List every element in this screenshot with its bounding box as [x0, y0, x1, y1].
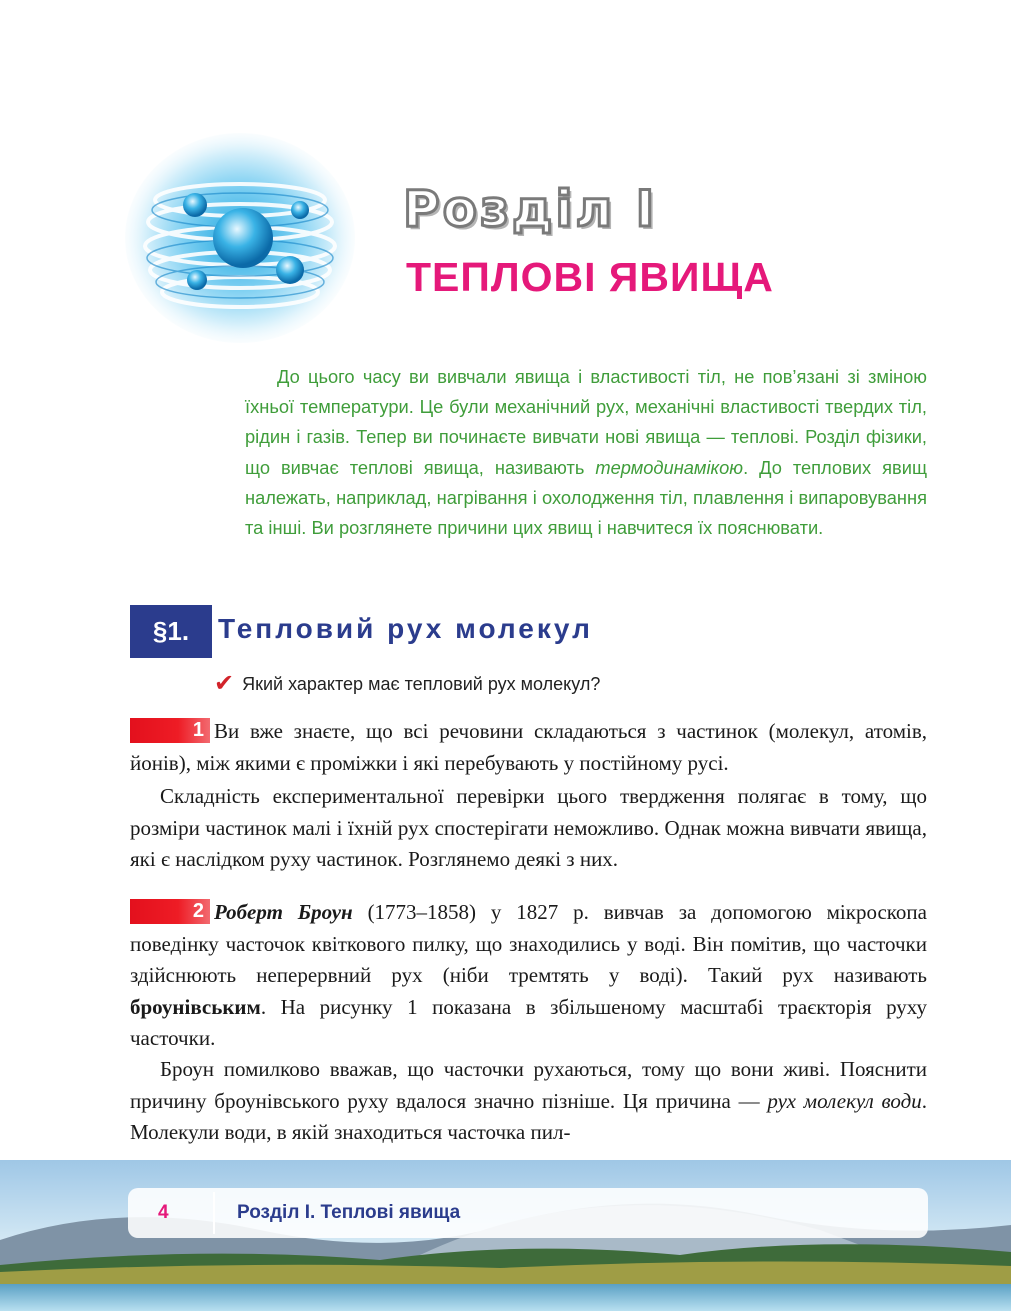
section-question: [214, 672, 600, 696]
chapter-title: ТЕПЛОВІ ЯВИЩА: [406, 254, 774, 300]
paragraph-marker-1: 1: [130, 718, 210, 743]
paragraph-3-text-a: Броун помилково вважав, що часточки рухаються, тому що вони живі. Пояснити причину броунівського руху вдалося значно пізніше. Ця причина —: [130, 1057, 927, 1113]
scientist-name: Роберт Броун: [214, 900, 353, 924]
paragraph-2: [130, 897, 927, 1055]
paragraph-3-text-b: . Молекули води, в якій знаходиться часточка пил-: [130, 1088, 927, 1145]
paragraph-2-text-a: (1773–1858) у 1827 р. вивчав за допомогою мікроскопа поведінку часточок квіткового пилку, що знаходились у воді. Він помітив, що часточки здійснюють неперервний рух (ніби тремтять у воді). Такий рух називають: [130, 900, 927, 988]
footer-chapter-label: Розділ І. Теплові явища: [237, 1202, 461, 1223]
intro-text-2: . До теплових явищ належать, наприклад, нагрівання і охолодження тіл, плавлення і випаровування та інші. Ви розглянете причини цих явищ і навчитеся їх пояснювати.: [245, 456, 927, 539]
intro-text-1: До цього часу ви вивчали явища і властивості тіл, не пов’язані зі зміною їхньої температури. Це були механічний рух, механічні властивості твердих тіл, рідин і газів. Тепер ви починаєте вивчати нові явища — теплові. Розділ фізики, що вивчає теплові явища, називають: [245, 366, 927, 478]
page-number: 4: [158, 1202, 169, 1223]
section-number-badge: §1.: [130, 605, 212, 658]
paragraph-3: [130, 1054, 927, 1149]
section-title: Тепловий рух молекул: [218, 613, 593, 644]
chapter-intro: [245, 362, 927, 543]
paragraph-marker-2: 2: [130, 899, 210, 924]
footer-separator: [213, 1192, 215, 1234]
intro-term: термодинамікою: [595, 456, 744, 478]
paragraph-1b: [130, 781, 927, 876]
paragraph-1-text: Ви вже знаєте, що всі речовини складаються з частинок (молекул, атомів, йонів), між якими є проміжки і які перебувають у постійному русі.: [130, 719, 927, 775]
chapter-number: Розділ I: [403, 180, 658, 238]
paragraph-1: [130, 716, 927, 779]
checkmark-icon: ✔: [214, 670, 235, 697]
paragraph-2-text-b: . На рисунку 1 показана в збільшеному масштабі траєкторія руху часточки.: [130, 994, 927, 1051]
chapter-illustration: [125, 130, 360, 345]
paragraph-1b-text: Складність експериментальної перевірки цього твердження полягає в тому, що розміри частинок малі і їхній рух спостерігати неможливо. Однак можна вивчати явища, які є наслідком руху частинок. Розглянемо деякі з них.: [130, 784, 927, 872]
question-text: Який характер має тепловий рух молекул?: [242, 673, 601, 694]
brownian-term: броунівським: [130, 994, 261, 1019]
paragraph-3-italic: рух молекул води: [767, 1088, 922, 1113]
